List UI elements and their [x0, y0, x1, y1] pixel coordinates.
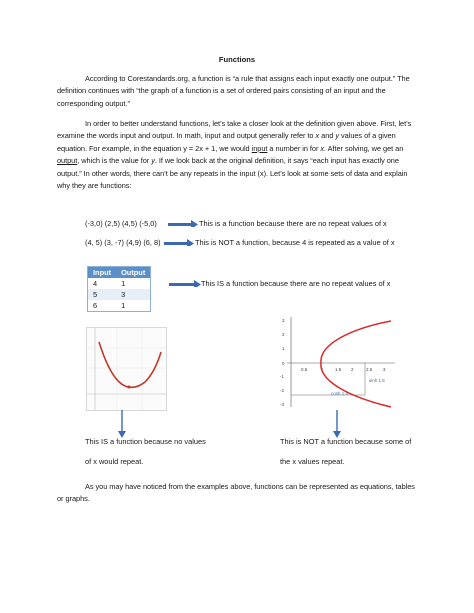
sideways-parabola-graph	[279, 315, 397, 409]
arrow-icon	[168, 220, 198, 227]
document-title: Functions	[218, 55, 256, 64]
svg-text:2: 2	[282, 332, 285, 337]
svg-text:cosh 1.5: cosh 1.5	[331, 391, 349, 396]
svg-text:3: 3	[282, 318, 285, 323]
input-output-table	[87, 266, 151, 312]
table-header-input: Input	[88, 267, 116, 278]
table-row: 5 3	[88, 289, 150, 300]
example-note-1: This is a function because there are no repeat values of x	[199, 219, 387, 228]
down-arrow-icon	[333, 410, 341, 438]
svg-text:1.5: 1.5	[335, 367, 342, 372]
explanation-paragraph	[57, 118, 419, 192]
arrow-icon	[169, 280, 201, 287]
svg-text:-2: -2	[280, 388, 285, 393]
example-note-2: This is NOT a function, because 4 is repeated as a value of x	[195, 238, 395, 247]
table-note: This IS a function because there are no repeat values of x	[201, 279, 391, 288]
input-word: input	[251, 143, 268, 153]
parabola-graph	[86, 327, 167, 411]
closing-text: As you may have noticed from the examples above, functions can be represented as equations, tables or graphs.	[57, 482, 415, 504]
definition-paragraph	[57, 73, 419, 110]
svg-text:-3: -3	[280, 402, 285, 407]
right-caption-line2: the x values repeat.	[280, 457, 345, 466]
example-set-2: (4, 5) (3, -7) (4,9) (6, 8)	[85, 238, 161, 247]
table-row: 6 1	[93, 301, 126, 310]
svg-text:-1: -1	[280, 374, 285, 379]
closing-paragraph	[57, 481, 419, 506]
down-arrow-icon	[118, 410, 126, 438]
example-set-1: (-3,0) (2,5) (4,5) (-5,0)	[85, 219, 157, 228]
left-caption-line1: This IS a function because no values	[85, 437, 206, 446]
right-caption-line1: This is NOT a function because some of	[280, 437, 412, 446]
svg-text:2.5: 2.5	[366, 367, 373, 372]
parabola-curve	[99, 342, 161, 387]
vertex-point	[128, 386, 131, 389]
svg-text:0: 0	[282, 361, 285, 366]
output-word: output	[57, 156, 78, 166]
table-row: 4 1	[93, 279, 126, 288]
svg-text:1: 1	[321, 367, 324, 372]
svg-text:1: 1	[282, 346, 285, 351]
svg-text:2: 2	[351, 367, 354, 372]
left-caption-line2: of x would repeat.	[85, 457, 144, 466]
svg-text:sinh 1.5: sinh 1.5	[369, 378, 385, 383]
explanation-text: In order to better understand functions, let’s take a closer look at the definition given above. First, let’s examine the words input and output. In math, input and output generally refer to x and y values of a given equation. For example, in the equation y = 2x + 1, we would input a number in for x. After solving, we get an output, which is the value for y. If we look back at the original definition, it says “each input has exactly one output.” In other words, there can’t be any repeats in the input (x). Let’s look at some sets of data and explain why they are functions:	[57, 119, 412, 191]
svg-text:0.5: 0.5	[301, 367, 308, 372]
arrow-icon	[164, 239, 194, 246]
definition-text: According to Corestandards.org, a function is “a rule that assigns each input exactly one output.” The definition continues with “the graph of a function is a set of ordered pairs consisting of an input and the corresponding output.”	[57, 74, 410, 108]
table-header-output: Output	[116, 267, 150, 278]
svg-text:3: 3	[383, 367, 386, 372]
